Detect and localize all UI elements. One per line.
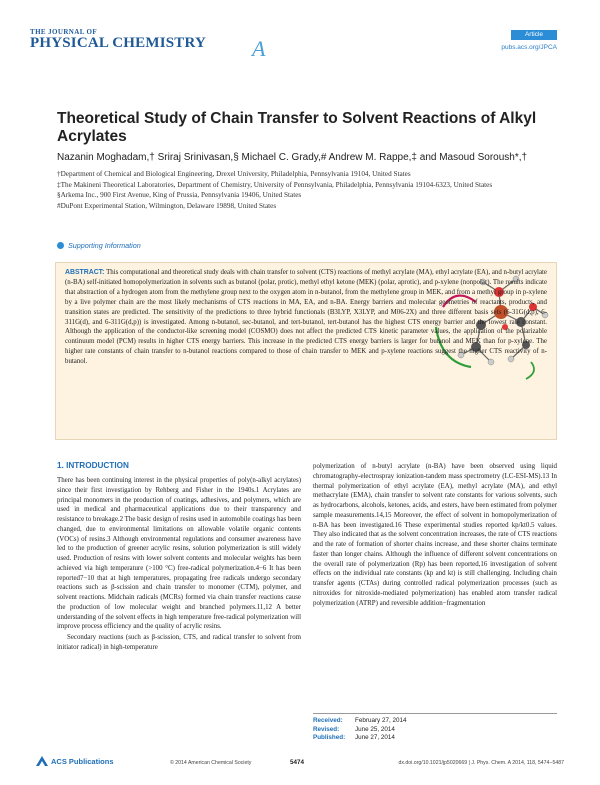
- article-badge: Article: [511, 30, 557, 40]
- affiliation: §Arkema Inc., 900 First Avenue, King of Prussia, Pennsylvania 19406, United States: [57, 191, 302, 200]
- paragraph: There has been continuing interest in the physical properties of poly(n-alkyl acrylates) since their first investigation by Rehberg and Fisher in the 1940s.1 Acrylates are principal monomers in the production of coatings, adhesives, and polymers, which are used in medical and pharmaceutical applications due to their transparency and resistance to breakage.2 The basic design of resins used in automobile coatings has been changed, due to environmental limitations on allowable volatile organic contents (VOCs) of resins.3 Although environmental regulations and consumer awareness have led to the production of greener acrylic resins, solution polymerization is still widely used. Production of resins with lower solvent contents and molecular weights has been achieved via high temperature (>100 °C) free-radical polymerization.4−6 It has been reported7−10 that at high temperatures, propagating free radicals undergo secondary reactions such as β-scission and chain transfer to monomer (CTM), polymer, and solvent reactions. Midchain radicals (MCRs) formed via chain transfer reactions cause the production of low molecular weight and branched polymers.11,12 A better understanding of the solvent effects in high temperature free-radical polymerization will improve process efficiency and the quality of acrylic resins.: [57, 477, 301, 631]
- history-row: Revised: June 25, 2014: [313, 725, 395, 733]
- journal-the: THE JOURNAL OF: [30, 28, 98, 36]
- affiliations: [57, 169, 557, 211]
- affiliation: #DuPont Experimental Station, Wilmington, Delaware 19898, United States: [57, 201, 277, 210]
- author-list: Nazanin Moghadam,† Sriraj Srinivasan,§ Michael C. Grady,# Andrew M. Rappe,‡ and Masoud Soroush*,†: [57, 152, 528, 163]
- acs-publications-logo[interactable]: ACS Publications: [36, 756, 114, 766]
- supporting-info-link[interactable]: [57, 241, 141, 250]
- supporting-info-icon: [57, 242, 64, 249]
- abstract-text: [65, 268, 547, 367]
- journal-masthead: [30, 28, 266, 61]
- copyright: © 2014 American Chemical Society: [170, 760, 252, 766]
- journal-letter: A: [252, 36, 266, 61]
- supporting-info-label: Supporting Information: [68, 241, 141, 250]
- abstract-body: This computational and theoretical study deals with chain transfer to solvent (CTS) reactions of methyl acrylate (MA), ethyl acrylate (EA), and n-butyl acrylate (n-BA) self-initiated homopolymerization in solvents such as butanol (polar, protic), methyl ethyl ketone (MEK) (polar, aprotic), and p-xylene (nonpolar). The results indicate that abstraction of a hydrogen atom from the methylene group next to the oxygen atom in n-butanol, from the methylene group in MEK, and from a methyl group in p-xylene by a live polymer chain are the most likely mechanisms of CTS reactions in MA, EA, and n-BA. Energy barriers and molecular geometries of reactants, products, and transition states are predicted. The sensitivity of the predictions to three hybrid functionals (B3LYP, X3LYP, and M06-2X) and three different basis sets (6-31G(d,p), 6-311G(d), and 6-311G(d,p)) is investigated. Among n-butanol, sec-butanol, and tert-butanol, tert-butanol has the highest CTS energy barrier and the lowest rate constant. Although the application of the conductor-like screening model (COSMO) does not affect the predicted CTS kinetic parameter values, the application of the polarizable continuum model (PCM) results in higher CTS energy barriers. This increase in the predicted CTS energy barriers is larger for butanol and MEK than for p-xylene. The higher rate constants of chain transfer to n-butanol reactions compared to those of chain transfer to MEK and p-xylene reactions suggest the higher CTS reactivity of n-butanol.: [65, 269, 547, 366]
- abstract-label: ABSTRACT:: [65, 269, 105, 276]
- page-footer: [36, 756, 564, 770]
- journal-url[interactable]: pubs.acs.org/JPCA: [501, 44, 557, 51]
- section-heading: 1. INTRODUCTION: [57, 461, 129, 470]
- abstract-box: [55, 262, 557, 440]
- page-number: 5474: [290, 759, 305, 766]
- history-row: Received: February 27, 2014: [313, 717, 407, 724]
- article-history: [313, 713, 557, 743]
- acs-logo-icon: [36, 756, 48, 766]
- paragraph: Secondary reactions (such as β-scission, CTS, and radical transfer to solvent from initiator radical) in high-temperature: [57, 634, 301, 651]
- body-column-left: [57, 476, 301, 653]
- paper-title: Theoretical Study of Chain Transfer to Solvent Reactions of Alkyl Acrylates: [57, 110, 537, 145]
- body-column-right: polymerization of n-butyl acrylate (n-BA) have been observed using liquid chromatography-electrospray ionization-tandem mass spectrometry (LC-ESI-MS).13 In thermal polymerization of ethyl acrylate (EA), methyl acrylate (MA), and ethyl methacrylate (EMA), chain transfer to solvent rate constants for various solvents, such as hydrocarbons, alcohols, ketones, acids, and esters, have been estimated from polymer sample measurements.14,15 Moreover, the effect of solvent in homopolymerization of n-BA has been investigated.16 These experimental studies reported kp/kt0.5 values. They also indicated that as the solvent concentration increases, the rate of CTS reactions and the rate of formation of shorter chains increase, and these shorter chains terminate faster than longer chains. Although the influence of different solvent concentrations on the overall rate of polymerization (Rp) has been reported,16 investigation of solvent effects on the individual rate constants (kp and kt) is still challenging. Including chain transfer agents (CTAs) during controlled radical polymerization processes (such as nitroxides for nitroxide-mediated polymerization) has enabled atom transfer radical polymerization (ATRP) and reversible addition−fragmentation: [313, 463, 557, 607]
- affiliation: ‡The Makineni Theoretical Laboratories, Department of Chemistry, University of Pennsylvania, Philadelphia, Pennsylvania 19104-6323, United States: [57, 180, 493, 189]
- affiliation: †Department of Chemical and Biological Engineering, Drexel University, Philadelphia, Pennsylvania 19104, United States: [57, 170, 411, 178]
- history-row: Published: June 27, 2014: [313, 734, 395, 742]
- doi-citation[interactable]: dx.doi.org/10.1021/jp5020669 | J. Phys. Chem. A 2014, 118, 5474−5487: [398, 760, 564, 766]
- journal-name: PHYSICAL CHEMISTRY: [30, 35, 207, 51]
